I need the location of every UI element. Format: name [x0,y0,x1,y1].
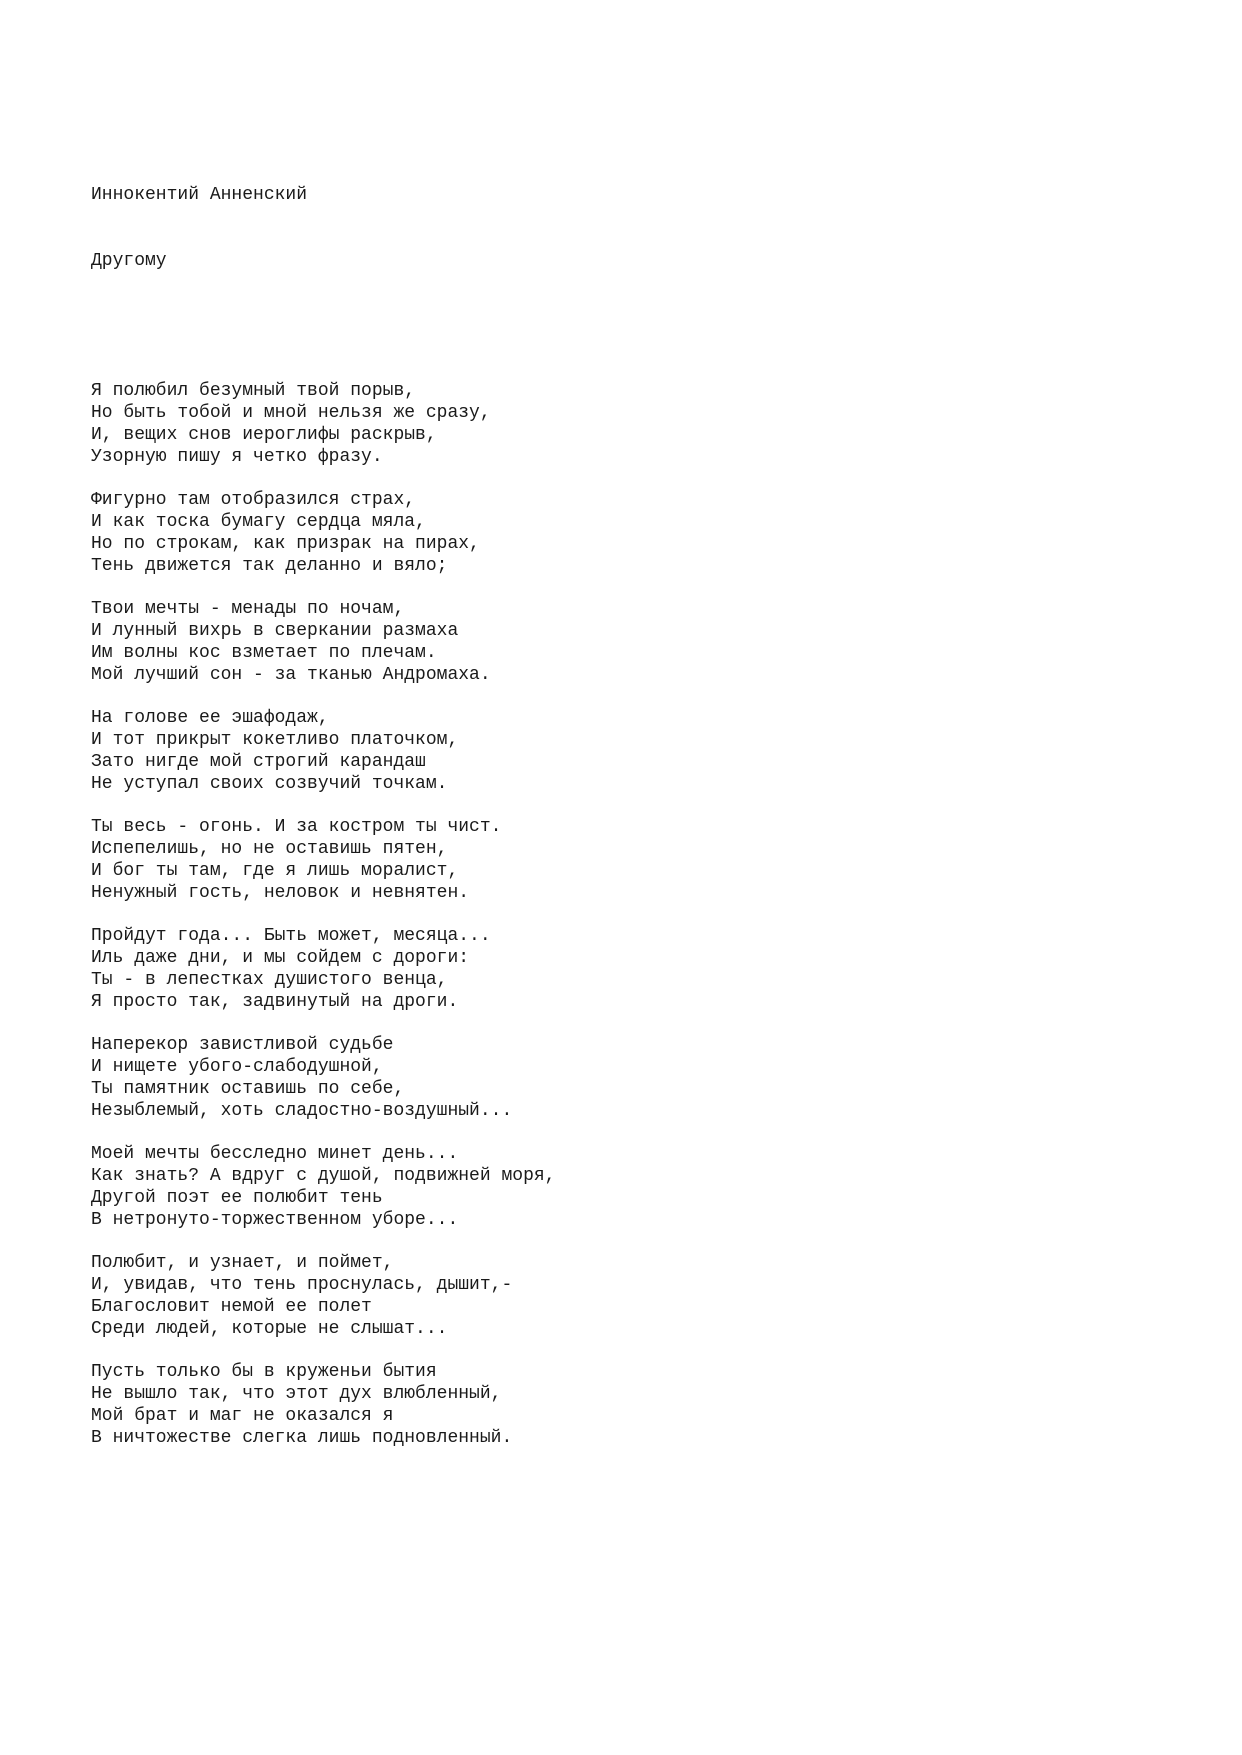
poem-line: И лунный вихрь в сверкании размаха [91,621,459,642]
poem-line: Другой поэт ее полюбит тень [91,1187,383,1208]
poem-line: Ты - в лепестках душистого венца, [91,969,448,990]
poem-line: Узорную пишу я четко фразу. [91,446,383,467]
poem-line: Среди людей, которые не слышат... [91,1318,448,1339]
stanza [91,926,1151,1013]
poem-line: И бог ты там, где я лишь моралист, [91,860,459,881]
poem-line: И, увидав, что тень проснулась, дышит,- [91,1275,513,1296]
poem-author: Иннокентий Анненский [91,185,308,206]
poem-line: Испепелишь, но не оставишь пятен, [91,839,448,860]
stanza [91,1035,1151,1122]
stanza [91,1253,1151,1340]
stanza [91,1144,1151,1231]
poem-body [91,381,1151,1449]
poem-line: Как знать? А вдруг с душой, подвижней моря, [91,1166,556,1187]
poem-line: Мой брат и маг не оказался я [91,1405,394,1426]
poem-line: И тот прикрыт кокетливо платочком, [91,730,459,751]
poem-line: Незыблемый, хоть сладостно-воздушный... [91,1100,513,1121]
poem-line: И нищете убого-слабодушной, [91,1057,383,1078]
poem-line: Им волны кос взметает по плечам. [91,642,437,663]
poem-line: Пройдут года... Быть может, месяца... [91,926,491,947]
stanza [91,1362,1151,1449]
poem-line: Но быть тобой и мной нельзя же сразу, [91,403,491,424]
poem-line: Тень движется так деланно и вяло; [91,555,448,576]
poem-line: В нетронуто-торжественном уборе... [91,1209,459,1230]
poem-line: Наперекор завистливой судьбе [91,1035,394,1056]
poem-line: Моей мечты бесследно минет день... [91,1144,459,1165]
poem-line: Не вышло так, что этот дух влюбленный, [91,1384,502,1405]
poem-line: Я просто так, задвинутый на дроги. [91,991,459,1012]
poem-line: Ты памятник оставишь по себе, [91,1078,405,1099]
stanza [91,817,1151,904]
poem-line: Благословит немой ее полет [91,1296,372,1317]
stanza [91,381,1151,468]
poem-line: Иль даже дни, и мы сойдем с дороги: [91,948,470,969]
stanza [91,490,1151,577]
stanza [91,599,1151,686]
poem-line: Не уступал своих созвучий точкам. [91,773,448,794]
stanza [91,708,1151,795]
poem-line: Полюбит, и узнает, и поймет, [91,1253,394,1274]
poem-line: И как тоска бумагу сердца мяла, [91,512,426,533]
poem-text [91,98,1151,1493]
poem-line: Зато нигде мой строгий карандаш [91,751,426,772]
poem-line: Твои мечты - менады по ночам, [91,599,405,620]
poem-line: Но по строкам, как призрак на пирах, [91,533,480,554]
poem-line: Ты весь - огонь. И за костром ты чист. [91,817,502,838]
poem-line: Мой лучший сон - за тканью Андромаха. [91,664,491,685]
poem-line: В ничтожестве слегка лишь подновленный. [91,1427,513,1448]
poem-line: Ненужный гость, неловок и невнятен. [91,882,470,903]
poem-line: Я полюбил безумный твой порыв, [91,381,416,402]
poem-title: Другому [91,250,167,271]
poem-header [91,142,1151,316]
poem-line: На голове ее эшафодаж, [91,708,329,729]
poem-line: Пусть только бы в круженьи бытия [91,1362,437,1383]
poem-line: Фигурно там отобразился страх, [91,490,416,511]
poem-line: И, вещих снов иероглифы раскрыв, [91,424,437,445]
